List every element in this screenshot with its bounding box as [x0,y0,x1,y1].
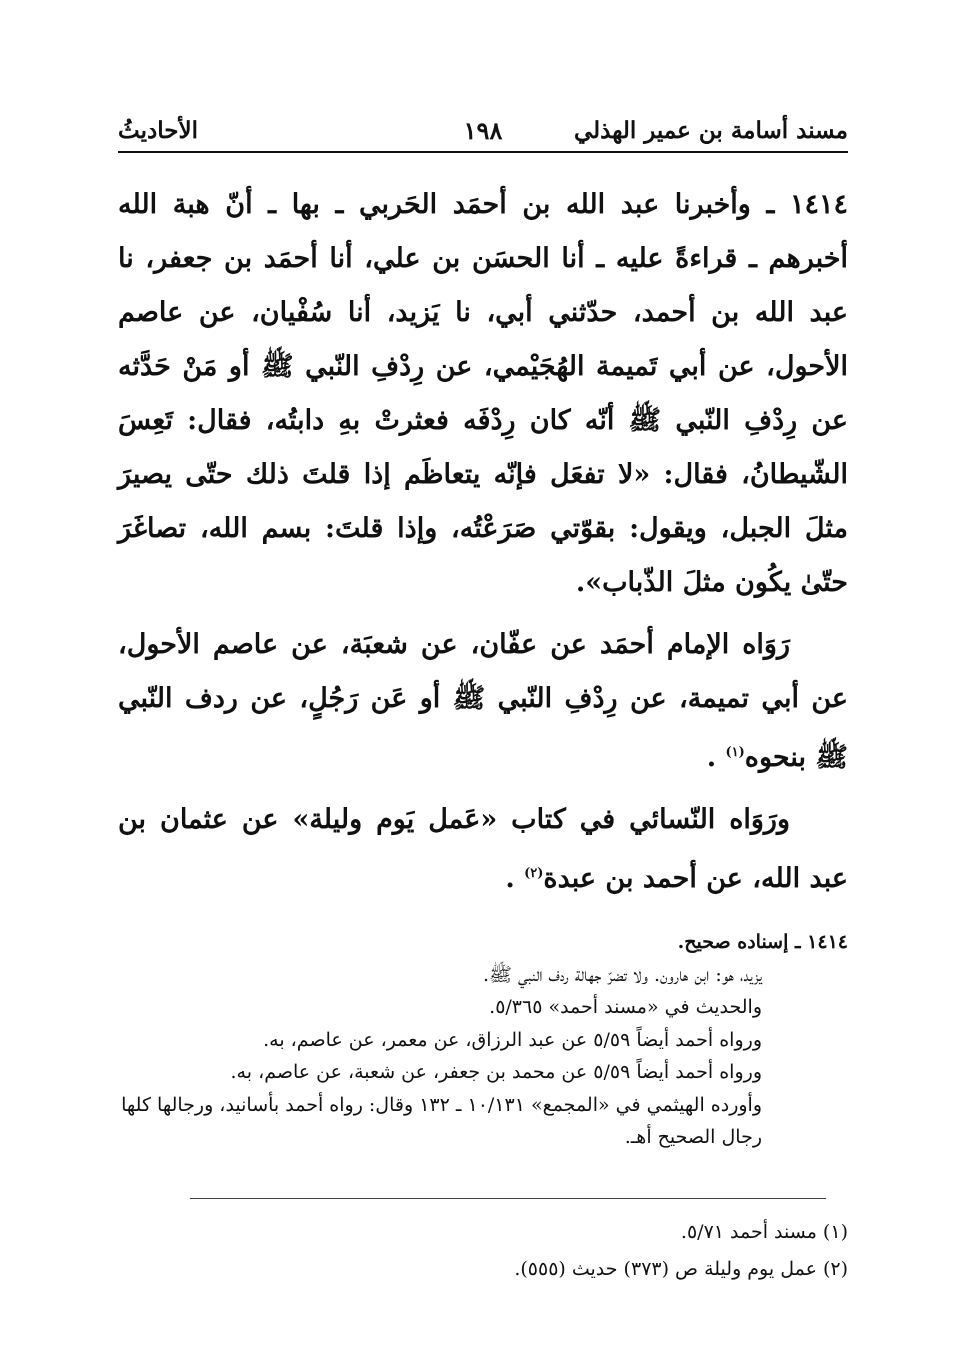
footnote-ref-1: (١) [725,745,745,760]
narration-paragraph-1: رَوَاه الإمام أحمَد عن عفّان، عن شعبَة، عن عاصم الأحول، عن أبي تميمة، عن رِدْفِ النّبي ﷺ أو عَن رَجُلٍ، عن ردف النّبي ﷺ بنحوه$^{(١)}$ . [118,629,848,773]
book-title: مسند أسامة بن عمير الهذلي [573,116,848,144]
hadith-number: ١٤١٤ [789,189,848,220]
commentary-notes [118,926,848,1154]
notes-lead: ١٤١٤ ـ إسناده صحيح. [677,931,848,953]
running-header [118,110,848,150]
note-line: والحديث في «مسند أحمد» ٥/٣٦٥. [489,996,762,1018]
note-line: يزيد، هو: ابن هارون. ولا تضرّ جهالة ردف النبي ﷺ. [482,963,762,986]
main-text [118,178,848,906]
hadith-paragraph [118,178,848,610]
note-line: ورواه أحمد أيضاً ٥/٥٩ عن محمد بن جعفر، عن شعبة، عن عاصم، به. [230,1061,762,1083]
narration-paragraph-2: ورَوَاه النّسائي في كتاب «عَمل يَوم وليلة» عن عثمان بن عبد الله، عن أحمد بن عبدة$^{(٢)}$ . [118,804,848,894]
footnote-ref-2: (٢) [524,866,544,881]
footnote-divider [190,1198,826,1199]
header-divider [118,151,848,153]
hadith-text: ـ وأخبرنا عبد الله بن أحمَد الحَربي ـ بها ـ أنّ هبة الله أخبرهم ـ قراءةً عليه ـ أنا الحسَن بن علي، أنا أحمَد بن جعفر، نا عبد الله بن أحمد، حدّثني أبي، نا يَزيد، أنا سُفْيان، عن عاصم الأحول، عن أبي تَميمة الهُجَيْمي، عن رِدْفِ النّبي ﷺ أو مَنْ حَدَّثه عن رِدْفِ النّبي ﷺ أنّه كان رِدْفَه فعثرتْ بهِ دابتُه، فقال: تَعِسَ الشّيطانُ، فقال: «لا تفعَل فإنّه يتعاظَم إذا قلتَ ذلك حتّى يصيرَ مثلَ الجبل، ويقول: بقوّتي صَرَعْتُه، وإذا قلتَ: بسم الله، تصاغَرَ حتّىٰ يكُون مثلَ الذّباب». [118,189,848,598]
footnote-2: (٢) عمل يوم وليلة ص (٣٧٣) حديث (٥٥٥). [514,1258,848,1280]
footnotes [118,1214,848,1288]
page-number: ١٩٨ [463,115,503,145]
footnote-1: (١) مسند أحمد ٥/٧١. [680,1221,848,1243]
note-line: وأورده الهيثمي في «المجمع» ١٠/١٣١ ـ ١٣٢ وقال: رواه أحمد بأسانيد، ورجالها كلها رجال الصحيح أهـ. [121,1093,762,1148]
note-line: ورواه أحمد أيضاً ٥/٥٩ عن عبد الرزاق، عن معمر، عن عاصم، به. [263,1028,762,1051]
section-title: الأحاديثُ [118,116,198,144]
